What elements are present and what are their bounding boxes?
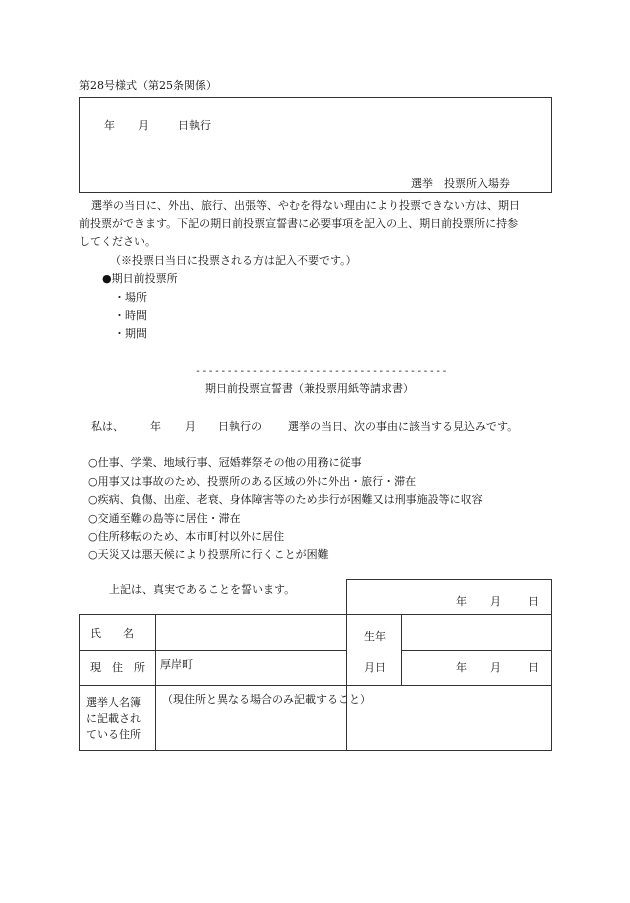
table-rule: [401, 650, 552, 651]
intro-note: （※投票日当日に投票される方は記入不要です。）: [110, 254, 357, 267]
ticket-day-exec-label: 日執行: [178, 119, 211, 132]
address-label: 現 住 所: [90, 661, 145, 674]
cut-line: ----------------------------------------: [195, 366, 448, 377]
polling-time-item: ・時間: [114, 309, 147, 322]
statement-day-exec-label: 日執行の: [218, 420, 262, 433]
ticket-month-label: 月: [138, 119, 149, 132]
table-rule: [551, 579, 552, 751]
date-day-label: 日: [528, 595, 539, 608]
birth-year-label: 年: [456, 661, 467, 674]
statement-suffix: 選挙の当日、次の事由に該当する見込みです。: [288, 420, 519, 433]
oath-text: 上記は、真実であることを誓います。: [109, 583, 296, 596]
registry-address-label-3: ている住所: [86, 728, 141, 741]
registry-address-label-1: 選挙人名簿: [86, 696, 141, 709]
admission-ticket-box: [79, 97, 552, 193]
polling-period-item: ・期間: [114, 327, 147, 340]
statement-month-label: 月: [185, 420, 196, 433]
birth-label-bottom: 月日: [364, 661, 386, 674]
polling-place-item: ・場所: [114, 291, 147, 304]
table-rule: [79, 685, 552, 686]
statement-prefix: 私は、: [91, 420, 124, 433]
reason-item[interactable]: ○天災又は悪天候により投票所に行くことが困難: [88, 548, 329, 561]
polling-station-heading: ●期日前投票所: [102, 272, 178, 285]
ticket-title: 選挙 投票所入場券: [411, 177, 510, 190]
ticket-year-label: 年: [104, 119, 115, 132]
table-rule: [346, 579, 552, 580]
declaration-title: 期日前投票宣誓書（兼投票用紙等請求書）: [205, 382, 414, 395]
date-year-label: 年: [456, 595, 467, 608]
birth-day-label: 日: [528, 661, 539, 674]
reason-item[interactable]: ○用事又は事故のため、投票所のある区域の外に外出・旅行・滞在: [88, 475, 417, 488]
name-label: 氏 名: [90, 627, 134, 640]
address-field[interactable]: 厚岸町: [160, 658, 193, 671]
table-rule: [155, 614, 156, 751]
table-rule: [401, 614, 402, 686]
intro-line-2: 前投票ができます。下記の期日前投票宣誓書に必要事項を記入の上、期日前投票所に持参: [79, 217, 519, 230]
form-header: 第28号様式（第25条関係）: [79, 79, 217, 92]
registry-address-field[interactable]: [157, 710, 550, 748]
birthdate-era-field[interactable]: [403, 616, 550, 649]
intro-line-1: 選挙の当日に、外出、旅行、出張等、やむを得ない理由により投票できない方は、期日: [91, 199, 520, 212]
reason-item[interactable]: ○仕事、学業、地域行事、冠婚葬祭その他の用務に従事: [88, 456, 362, 469]
statement-year-label: 年: [150, 420, 161, 433]
registry-address-label-2: に記載され: [86, 712, 141, 725]
reason-item[interactable]: ○疾病、負傷、出産、老衰、身体障害等のため歩行が困難又は刑事施設等に収容: [88, 493, 483, 506]
table-rule: [79, 750, 552, 751]
registry-address-note: （現住所と異なる場合のみ記載すること）: [162, 693, 371, 706]
intro-line-3: してください。: [79, 235, 156, 248]
table-rule: [79, 614, 80, 751]
name-field[interactable]: [157, 616, 345, 649]
reason-item[interactable]: ○交通至難の島等に居住・滞在: [88, 512, 241, 525]
birth-month-label: 月: [490, 661, 501, 674]
reason-item[interactable]: ○住所移転のため、本市町村以外に居住: [88, 530, 285, 543]
date-month-label: 月: [490, 595, 501, 608]
table-rule: [79, 650, 347, 651]
table-rule: [79, 614, 552, 615]
birth-label-top: 生年: [364, 630, 386, 643]
